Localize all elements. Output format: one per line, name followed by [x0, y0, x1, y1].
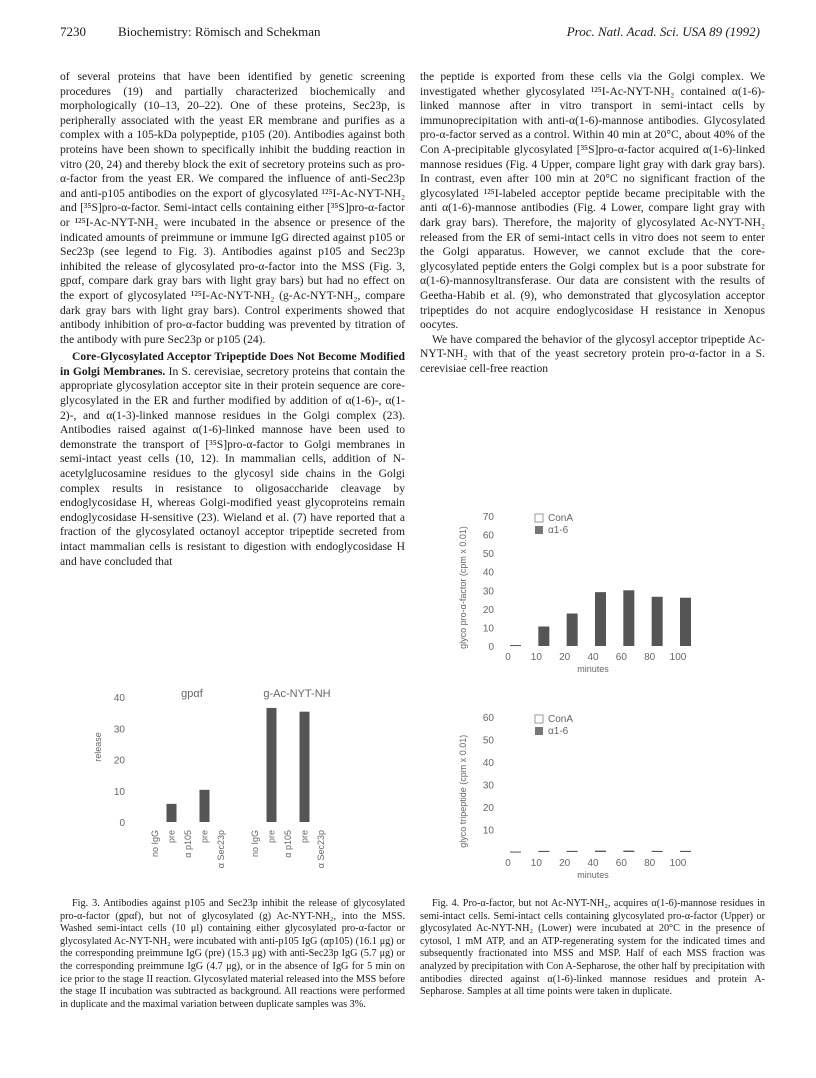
x-tick-label: pre	[199, 830, 210, 844]
journal-citation: Proc. Natl. Acad. Sci. USA 89 (1992)	[566, 24, 760, 39]
bar	[567, 614, 578, 647]
bar	[652, 851, 663, 852]
y-tick-label: 40	[482, 567, 494, 579]
x-tick-label: α p105	[183, 830, 193, 858]
figure-3-caption: Fig. 3. Antibodies against p105 and Sec23p inhibit the release of glycosylated pro-α-factor (gpαf), but not of glycosylated (g) Ac-NYT-NH₂, into the MSS. Washed semi-intact cells (10 μl) containing either glycosylated pro-α-factor or glycosylated Ac-NYT-NH₂ were incubated with anti-p105 IgG (αp105) (16.1 μg) or the corresponding preimmune IgG (pre) (15.3 μg) with anti-Sec23p IgG (5.7 μg) or the corresponding preimmune IgG (4.7 μg), or in the absence of IgG for 5 min on ice prior to the stage II reaction. Glycosylated material released into the MSS before the stage II incubation was subtracted as background. All reactions were performed in duplicate and the maximal variation between duplicate samples was 3%.	[60, 898, 405, 1010]
x-tick-label: 80	[644, 652, 656, 663]
bar	[538, 851, 549, 852]
y-tick-label: 20	[113, 755, 125, 767]
x-tick-label: 40	[587, 858, 599, 869]
x-tick-label: 80	[644, 858, 656, 869]
x-axis-label: minutes	[577, 870, 609, 880]
left-column	[60, 70, 405, 569]
page-number: 7230	[60, 24, 86, 39]
y-tick-label: 30	[482, 780, 494, 792]
bar	[300, 712, 310, 822]
legend-label: ConA	[548, 513, 574, 524]
x-tick-label: pre	[299, 830, 310, 844]
x-tick-label: 100	[669, 652, 687, 663]
legend-swatch-a16	[535, 727, 543, 735]
bar	[567, 851, 578, 852]
figure-4-caption: Fig. 4. Pro-α-factor, but not Ac-NYT-NH₂, acquires α(1-6)-mannose residues in semi-intact cells. Semi-intact cells containing glycosylated pro-α-factor (Upper) or glycosylated Ac-NYT-NH₂ (Lower) were incubated at 20°C in the presence of cytosol, 1 mM ATP, and an ATP-regenerating system for the indicated times and subsequently fractionated into MSS and MSP. Half of each MSS fraction was analyzed by precipitation with Con A-Sepharose, the other half by precipitation with antibodies directed against α(1-6)-linked mannose residues and protein A-Sepharose. Samples at all time points were taken in duplicate.	[420, 898, 765, 998]
y-tick-label: 60	[482, 713, 494, 724]
bar	[538, 627, 549, 647]
left-paragraph-1: of several proteins that have been identified by genetic screening procedures (19) and partially characterized biochemically and morphologically (10–13, 20–22). One of these proteins, Sec23p, is peripherally associated with the yeast ER membrane and purifies as a complex with a 105-kDa polypeptide, p105 (20). Antibodies against both proteins have been shown to specifically inhibit the budding reaction in vitro (20, 24) and thereby block the exit of secretory proteins such as pro-α-factor from the yeast ER. We compared the influence of anti-Sec23p and anti-p105 antibodies on the export of glycosylated ¹²⁵I-Ac-NYT-NH₂ and [³⁵S]pro-α-factor. Semi-intact cells containing either [³⁵S]pro-α-factor or ¹²⁵I-Ac-NYT-NH₂ were incubated in the absence or presence of the indicated amounts of preimmune or immune IgG directed against p105 or Sec23p (see legend to Fig. 3). Antibodies against p105 and Sec23p inhibited the release of glycosylated pro-α-factor into the MSS (Fig. 3, gpαf, compare dark gray bars with light gray bars) but had no effect on the export of glycosylated ¹²⁵I-Ac-NYT-NH₂ (g-Ac-NYT-NH₂, compare dark gray bars with light gray bars). Control experiments showed that antibody inhibition of pro-α-factor budding was prevented by titration of the antibody with pure Sec23p or p105 (24).	[60, 70, 405, 346]
y-tick-label: 10	[113, 786, 125, 798]
x-tick-label: 20	[559, 652, 571, 663]
legend-swatch-conA	[535, 514, 543, 522]
legend-label: α1-6	[548, 525, 569, 536]
x-tick-label: α p105	[283, 830, 293, 858]
x-tick-label: 60	[615, 858, 627, 869]
figure-3-chart	[60, 672, 405, 887]
legend-swatch-conA	[535, 715, 543, 723]
bar	[623, 851, 634, 852]
x-tick-label: no IgG	[150, 830, 160, 858]
bar	[167, 804, 177, 822]
bar	[510, 852, 521, 853]
y-tick-label: 40	[482, 758, 494, 769]
y-tick-label: 20	[482, 803, 494, 814]
y-axis-label: glyco pro-α-factor (cpm x 0.01)	[458, 526, 468, 649]
y-tick-label: 60	[482, 530, 494, 542]
legend-label: ConA	[548, 714, 574, 725]
bar	[680, 598, 691, 646]
y-tick-label: 0	[488, 642, 494, 653]
x-tick-label: α Sec23p	[216, 830, 226, 869]
right-column	[420, 70, 765, 376]
running-title: Biochemistry: Römisch and Schekman	[118, 24, 321, 39]
y-tick-label: 70	[482, 512, 494, 523]
legend-swatch-a16	[535, 526, 543, 534]
bar	[510, 645, 521, 646]
x-tick-label: 40	[587, 652, 599, 663]
x-tick-label: no IgG	[250, 830, 260, 858]
x-tick-label: 10	[530, 652, 542, 663]
y-tick-label: 20	[482, 604, 494, 616]
y-tick-label: 50	[482, 549, 494, 561]
bar	[595, 592, 606, 646]
y-tick-label: 10	[482, 623, 494, 635]
x-tick-label: pre	[166, 830, 177, 844]
x-tick-label: 0	[505, 652, 511, 663]
y-tick-label: 10	[482, 825, 494, 837]
y-axis-label: release	[93, 732, 103, 762]
bar	[267, 708, 277, 822]
y-tick-label: 40	[113, 693, 125, 704]
bar	[652, 597, 663, 646]
bar	[200, 790, 210, 822]
bar	[595, 851, 606, 852]
figure-4-lower-chart	[440, 690, 687, 890]
page-header	[60, 24, 760, 44]
y-tick-label: 30	[113, 724, 125, 736]
x-tick-label: 60	[615, 652, 627, 663]
x-tick-label: 10	[530, 858, 542, 869]
x-tick-label: 20	[559, 858, 571, 869]
x-tick-label: α Sec23p	[316, 830, 326, 869]
y-tick-label: 30	[482, 586, 494, 598]
y-tick-label: 0	[119, 818, 125, 829]
right-paragraph-1: the peptide is exported from these cells via the Golgi complex. We investigated whether glycosylated ¹²⁵I-Ac-NYT-NH₂ contained α(1-6)-linked mannose after in vitro transport in semi-intact cells by immunoprecipitation with anti-α(1-6)-mannose antibodies. Glycosylated pro-α-factor served as a control. Within 40 min at 20°C, about 40% of the Con A-precipitable glycosylated [³⁵S]pro-α-factor acquired α(1-6)-linked mannose residues (Fig. 4 Upper, compare light gray with dark gray bars). In contrast, even after 100 min at 20°C no significant fraction of the glycosylated ¹²⁵I-labeled acceptor peptide became precipitable with the anti α(1-6)-mannose antibodies (Fig. 4 Lower, compare light gray with dark gray bars). Therefore, the majority of glycosylated Ac-NYT-NH₂ released from the ER of semi-intact cells in vitro does not seem to enter the Golgi apparatus. However, we cannot exclude that the core-glycosylated peptide enters the Golgi complex but is a poor substrate for α(1-6)-mannosyltransferase. Our data are consistent with the results of Geetha-Habib et al. (9), who demonstrated that glycosylation acceptor tripeptides do not acquire endoglycosidase H resistance in Xenopus oocytes.	[420, 70, 765, 332]
y-tick-label: 50	[482, 735, 494, 747]
x-axis-label: minutes	[577, 664, 609, 674]
right-paragraph-2: We have compared the behavior of the glycosyl acceptor tripeptide Ac-NYT-NH₂ with that of the yeast secretory protein pro-α-factor in a S. cerevisiae cell-free reaction	[420, 332, 765, 375]
y-axis-label: glyco tripeptide (cpm x 0.01)	[458, 734, 468, 848]
bar	[680, 851, 691, 852]
section-body: In S. cerevisiae, secretory proteins that contain the appropriate glycosylation acceptor site in their protein sequence are core-glycosylated in the ER and further modified by addition of α(1-6)-, α(1-2)-, and α(1-3)-linked mannose residues in the Golgi complex (23). Antibodies raised against α(1-6)-linked mannose have been used to demonstrate the transport of [³⁵S]pro-α-factor to Golgi membranes in semi-intact yeast cells (10, 12). In mammalian cells, addition of N-acetylglucosamine residues to the glycosyl side chains in the Golgi complex results in resistance to oligosaccharide cleavage by endoglycosidase H, whereas Golgi-modified yeast glycoproteins remain endoglycosidase H-sensitive (23). Wieland et al. (7) have reported that a fraction of the glycosylated octanoyl acceptor tripeptide secreted from intact mammalian cells is resistant to digestion with endoglycosidase H and have concluded that	[60, 364, 405, 568]
x-tick-label: 0	[505, 858, 511, 869]
panel-title: gpαf	[181, 687, 203, 700]
x-tick-label: pre	[266, 830, 277, 844]
left-paragraph-2	[60, 350, 405, 569]
figure-4-upper-chart	[440, 508, 687, 688]
section-heading: Core-Glycosylated Acceptor Tripeptide Does Not Become Modified in Golgi Membranes.	[60, 350, 405, 378]
bar	[623, 590, 634, 646]
x-tick-label: 100	[669, 858, 687, 869]
legend-label: α1-6	[548, 726, 569, 737]
panel-title: g-Ac-NYT-NH	[263, 687, 331, 700]
